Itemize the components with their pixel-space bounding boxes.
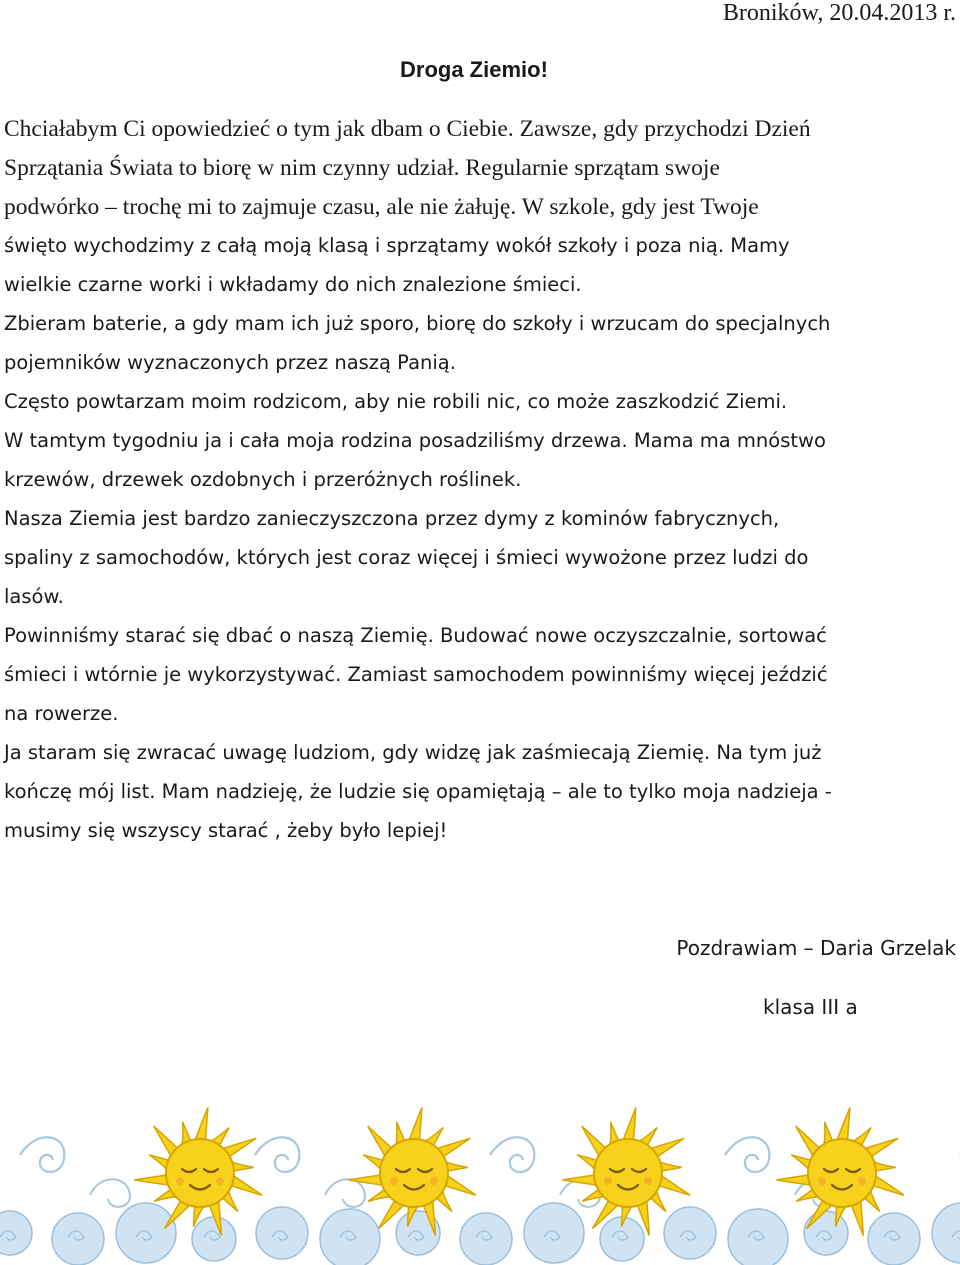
sun-border-group (0, 1108, 960, 1265)
letter-line: wielkie czarne worki i wkładamy do nich znalezione śmieci. (4, 273, 582, 296)
letter-line: lasów. (4, 585, 64, 608)
swirl-ornament (20, 1137, 64, 1172)
class-label: klasa III a (763, 995, 858, 1019)
letter-line: krzewów, drzewek ozdobnych i przeróżnych roślinek. (4, 468, 522, 491)
sun-cheek (604, 1177, 612, 1185)
letter-line: Chciałabym Ci opowiedzieć o tym jak dbam o Ciebie. Zawsze, gdy przychodzi Dzień (4, 116, 811, 142)
sun-ray (623, 1108, 636, 1142)
letter-line: W tamtym tygodniu ja i cała moja rodzina posadziliśmy drzewa. Mama ma mnóstwo (4, 429, 826, 452)
sun-ray (409, 1108, 422, 1142)
swirl-ornament (725, 1137, 769, 1172)
sun-face-disc (380, 1139, 448, 1207)
sun-cheek (644, 1177, 652, 1185)
cloud-puff (52, 1213, 104, 1265)
letter-line: Zbieram baterie, a gdy mam ich już sporo, biorę do szkoły i wrzucam do specjalnych (4, 312, 831, 335)
swirl-ornament (325, 1179, 365, 1207)
sun-face-disc (808, 1139, 876, 1207)
letter-line: Nasza Ziemia jest bardzo zanieczyszczona przez dymy z kominów fabrycznych, (4, 507, 780, 530)
letter-line: na rowerze. (4, 702, 119, 725)
sun-face-disc (166, 1139, 234, 1207)
greeting: Droga Ziemio! (400, 57, 548, 82)
letter-line: święto wychodzimy z całą moją klasą i sprzątamy wokół szkoły i poza nią. Mamy (4, 234, 790, 257)
place-date: Broników, 20.04.2013 r. (722, 0, 956, 26)
letter-line: kończę mój list. Mam nadzieję, że ludzie się opamiętają – ale to tylko moja nadzieja - (4, 780, 832, 803)
sun-cheek (216, 1177, 224, 1185)
sun-border-decoration (0, 1095, 960, 1265)
cloud-puff (192, 1217, 236, 1261)
letter-line: spaliny z samochodów, których jest coraz więcej i śmieci wywożone przez ludzi do (4, 546, 809, 569)
sun-cheek (176, 1177, 184, 1185)
sun-cheek (818, 1177, 826, 1185)
cloud-puff (524, 1203, 584, 1263)
letter-line: Często powtarzam moim rodzicom, aby nie robili nic, co może zaszkodzić Ziemi. (4, 390, 788, 413)
cloud-puff (0, 1211, 32, 1255)
letter-line: Sprzątania Świata to biorę w nim czynny udział. Regularnie sprzątam swoje (4, 155, 720, 181)
cloud-puff (868, 1213, 920, 1265)
swirl-ornament (90, 1179, 130, 1207)
sun-ray (776, 1175, 812, 1186)
cloud-puff (256, 1207, 308, 1259)
sun-cheek (390, 1177, 398, 1185)
swirl-ornament (490, 1137, 534, 1172)
cloud-puff (116, 1203, 176, 1263)
cloud-puff (664, 1207, 716, 1259)
letter-line: podwórko – trochę mi to zajmuje czasu, ale nie żałuję. W szkole, gdy jest Twoje (4, 194, 759, 220)
sun-cheek (858, 1177, 866, 1185)
cloud-puff (804, 1211, 848, 1255)
letter-line: Ja staram się zwracać uwagę ludziom, gdy widzę jak zaśmiecają Ziemię. Na tym już (4, 741, 822, 764)
cloud-puff (460, 1213, 512, 1265)
sun-ray (837, 1108, 850, 1142)
swirl-ornament (255, 1137, 299, 1172)
letter-line: musimy się wszyscy starać , żeby było lepiej! (4, 819, 448, 842)
sun-ray (134, 1175, 170, 1186)
cloud-puff (320, 1209, 380, 1265)
letter-line: śmieci i wtórnie je wykorzystywać. Zamiast samochodem powinniśmy więcej jeździć (4, 663, 828, 686)
signature: Pozdrawiam – Daria Grzelak (676, 936, 956, 960)
letter-line: pojemników wyznaczonych przez naszą Panią. (4, 351, 456, 374)
sun-ray (195, 1108, 208, 1142)
letter-line: Powinniśmy starać się dbać o naszą Ziemię. Budować nowe oczyszczalnie, sortować (4, 624, 827, 647)
sun-ray (348, 1175, 384, 1186)
cloud-puff (728, 1209, 788, 1265)
sun-cheek (430, 1177, 438, 1185)
sun-face-disc (594, 1139, 662, 1207)
